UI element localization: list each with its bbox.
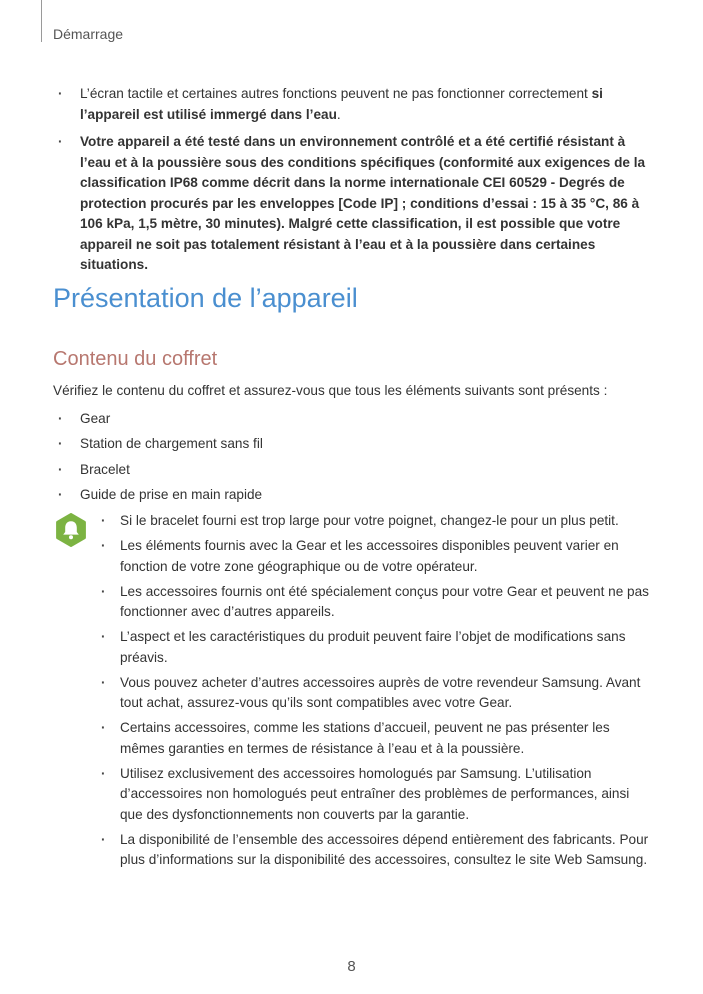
page-header: Démarrage bbox=[53, 26, 124, 42]
note-item: · Utilisez exclusivement des accessoires homologués par Samsung. L’utilisation d’accessoires non homologués peut entraîner des problèmes de performances, ainsi que des dysfonctionnements non couverts par la garantie. bbox=[120, 764, 650, 826]
note-list bbox=[120, 511, 650, 875]
warning-text: L’écran tactile et certaines autres fonctions peuvent ne pas fonctionner correctement bbox=[80, 86, 592, 101]
note-item: · Vous pouvez acheter d’autres accessoires auprès de votre revendeur Samsung. Avant tout achat, assurez-vous qu’ils sont compatibles avec votre Gear. bbox=[120, 673, 650, 714]
warning-bold-text: si l’appareil est utilisé immergé dans l’eau bbox=[80, 86, 603, 122]
note-item: · Certains accessoires, comme les stations d’accueil, peuvent ne pas présenter les mêmes garanties en termes de résistance à l’eau et à la poussière. bbox=[120, 718, 650, 759]
list-item: · Bracelet bbox=[80, 460, 263, 485]
note-item: · Les éléments fournis avec la Gear et les accessoires disponibles peuvent varier en fonction de votre zone géographique ou de votre opérateur. bbox=[120, 536, 650, 577]
header-divider bbox=[41, 0, 42, 42]
notification-bell-icon bbox=[54, 513, 88, 547]
warning-list bbox=[80, 84, 650, 283]
list-item: · Guide de prise en main rapide bbox=[80, 485, 263, 510]
warning-item bbox=[80, 84, 650, 125]
warning-bold-text: Votre appareil a été testé dans un environnement contrôlé et a été certifié résistant à l’eau et à la poussière sous des conditions spécifiques (conformité aux exigences de la classification IP68 comme décrit dans la norme internationale CEI 60529 - Degrés de protection procurés par les enveloppes [Code IP] ; conditions d’essai : 15 à 35 °C, 86 à 106 kPa, 1,5 mètre, 30 minutes). Malgré cette classification, il est possible que votre appareil ne soit pas totalement résistant à l’eau et à la poussière dans certaines situations. bbox=[80, 134, 646, 272]
list-item: · Gear bbox=[80, 409, 263, 434]
warning-trailing-text: . bbox=[336, 106, 341, 122]
list-item: · Station de chargement sans fil bbox=[80, 434, 263, 459]
note-item: · La disponibilité de l’ensemble des accessoires dépend entièrement des fabricants. Pour plus d’informations sur la disponibilité des accessoires, consultez le site Web Samsung. bbox=[120, 830, 650, 871]
page-number: 8 bbox=[347, 958, 356, 975]
note-item: · Les accessoires fournis ont été spécialement conçus pour votre Gear et peuvent ne pas fonctionner avec d’autres appareils. bbox=[120, 582, 650, 623]
subsection-title: Contenu du coffret bbox=[53, 348, 218, 370]
warning-item bbox=[80, 132, 650, 276]
box-contents-list bbox=[80, 409, 263, 510]
intro-text: Vérifiez le contenu du coffret et assurez-vous que tous les éléments suivants sont présents : bbox=[53, 383, 608, 398]
note-item: · Si le bracelet fourni est trop large pour votre poignet, changez-le pour un plus petit. bbox=[120, 511, 650, 532]
note-item: · L’aspect et les caractéristiques du produit peuvent faire l’objet de modifications sans préavis. bbox=[120, 627, 650, 668]
section-title: Présentation de l’appareil bbox=[53, 283, 358, 313]
